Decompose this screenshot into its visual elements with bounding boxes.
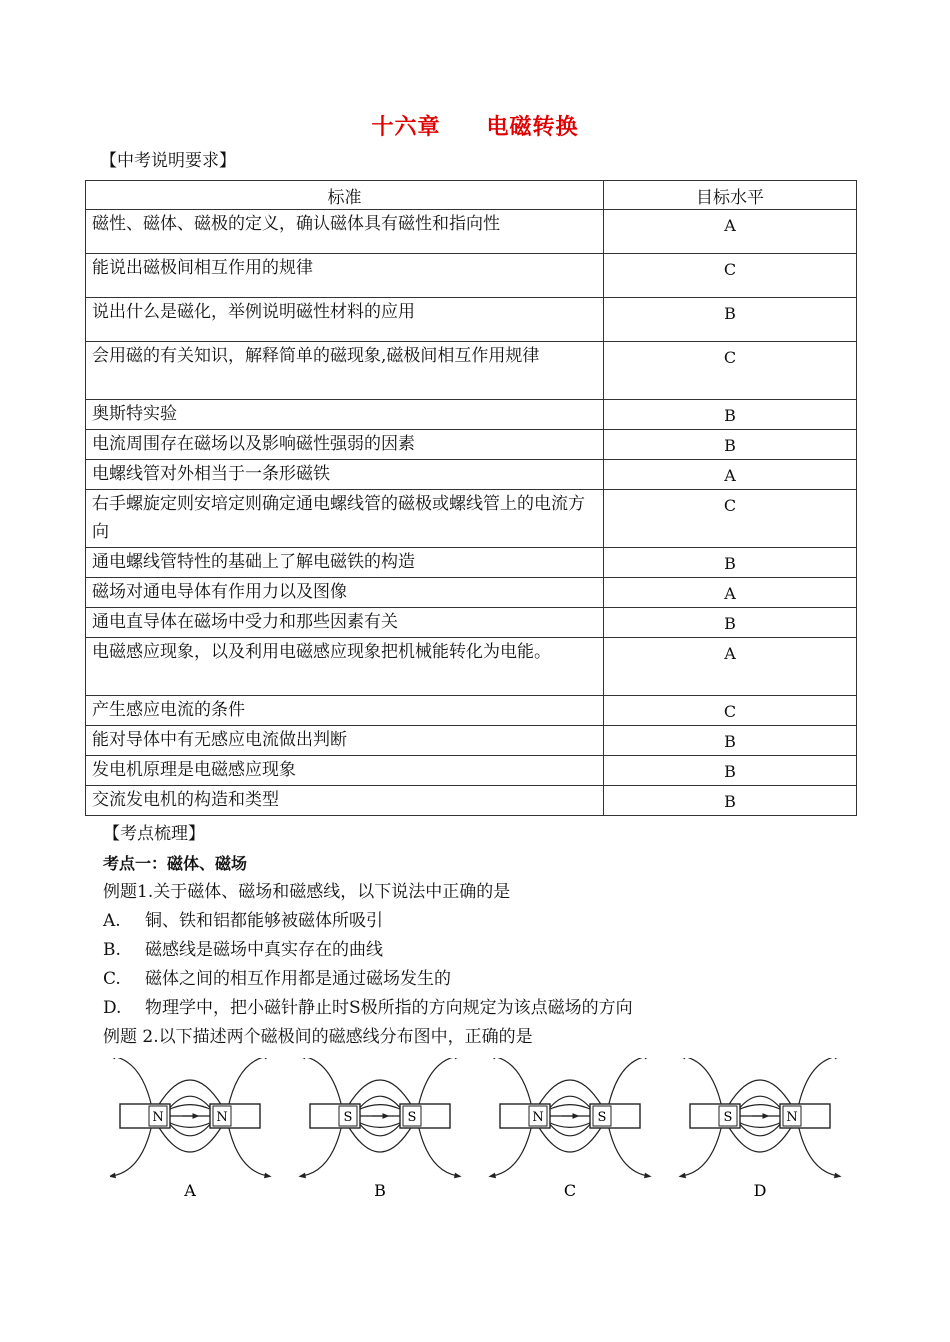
- outer-field-line: [682, 1058, 722, 1108]
- arc-line: [348, 1126, 412, 1152]
- table-row: [86, 786, 857, 816]
- standard-cell: 会用磁的有关知识，解释简单的磁现象,磁极间相互作用规律: [86, 342, 604, 400]
- level-cell: B: [604, 430, 857, 460]
- outer-field-line: [302, 1058, 342, 1108]
- option-a: [103, 907, 633, 936]
- pole-right-label: S: [597, 1110, 607, 1125]
- table-row: [86, 548, 857, 578]
- chapter-topic: 电磁转换: [486, 115, 579, 140]
- field-line: [168, 1105, 212, 1110]
- standard-cell: 电螺线管对外相当于一条形磁铁: [86, 460, 604, 490]
- option-key: B.: [103, 940, 121, 960]
- outer-field-line: [798, 1124, 838, 1176]
- pole-right-label: N: [786, 1110, 798, 1125]
- table-row: [86, 608, 857, 638]
- column-header-level: 目标水平: [604, 181, 857, 210]
- figure-c: [492, 1058, 648, 1200]
- arc-line: [728, 1126, 792, 1152]
- figure-a: [112, 1058, 268, 1200]
- arc-line: [348, 1080, 412, 1106]
- standard-cell: 通电螺线管特性的基础上了解电磁铁的构造: [86, 548, 604, 578]
- field-line: [548, 1096, 592, 1110]
- example1-stem: 例题1.关于磁体、磁场和磁感线，以下说法中正确的是: [103, 882, 511, 902]
- option-text: 磁体之间的相互作用都是通过磁场发生的: [145, 969, 451, 989]
- option-text: 物理学中，把小磁针静止时S极所指的方向规定为该点磁场的方向: [145, 998, 633, 1018]
- standard-cell: 电磁感应现象，以及利用电磁感应现象把机械能转化为电能。: [86, 638, 604, 696]
- option-c: [103, 965, 633, 994]
- level-cell: B: [604, 756, 857, 786]
- standard-cell: 电流周围存在磁场以及影响磁性强弱的因素: [86, 430, 604, 460]
- outer-field-line: [418, 1124, 458, 1176]
- arc-line: [158, 1126, 222, 1152]
- arc-line: [158, 1080, 222, 1106]
- field-line: [548, 1122, 592, 1127]
- figure-label: D: [753, 1181, 767, 1200]
- table-row: [86, 254, 857, 298]
- magnetic-field-diagrams: [110, 1058, 870, 1203]
- pole-left-label: S: [343, 1110, 353, 1125]
- outer-field-line: [492, 1124, 532, 1176]
- level-cell: B: [604, 548, 857, 578]
- table-row: [86, 342, 857, 400]
- table-header-row: [86, 181, 857, 210]
- table-row: [86, 638, 857, 696]
- outer-field-line: [492, 1058, 532, 1108]
- figure-label: C: [563, 1181, 577, 1200]
- standard-cell: 说出什么是磁化，举例说明磁性材料的应用: [86, 298, 604, 342]
- table-row: [86, 460, 857, 490]
- pole-left-label: S: [723, 1110, 733, 1125]
- level-cell: A: [604, 578, 857, 608]
- field-line: [738, 1122, 782, 1136]
- pole-left-label: N: [152, 1110, 164, 1125]
- level-cell: A: [604, 638, 857, 696]
- standard-cell: 交流发电机的构造和类型: [86, 786, 604, 816]
- level-cell: A: [604, 210, 857, 254]
- table-row: [86, 298, 857, 342]
- level-cell: C: [604, 490, 857, 548]
- outer-field-line: [608, 1124, 648, 1176]
- level-cell: C: [604, 342, 857, 400]
- arc-line: [538, 1126, 602, 1152]
- figure-d: [682, 1058, 838, 1200]
- pole-right-label: S: [407, 1110, 417, 1125]
- standard-cell: 能说出磁极间相互作用的规律: [86, 254, 604, 298]
- standard-cell: 产生感应电流的条件: [86, 696, 604, 726]
- table-row: [86, 726, 857, 756]
- field-line: [548, 1122, 592, 1136]
- outer-field-line: [228, 1058, 268, 1108]
- table-row: [86, 210, 857, 254]
- field-line: [358, 1096, 402, 1110]
- field-line: [168, 1122, 212, 1136]
- level-cell: B: [604, 298, 857, 342]
- table-row: [86, 696, 857, 726]
- figure-b: [302, 1058, 458, 1200]
- question-block: [103, 824, 633, 1052]
- column-header-standard: 标准: [86, 181, 604, 210]
- option-b: [103, 936, 633, 965]
- field-line: [738, 1105, 782, 1110]
- field-line: [738, 1122, 782, 1127]
- outer-field-line: [228, 1124, 268, 1176]
- outer-field-line: [302, 1124, 342, 1176]
- level-cell: B: [604, 726, 857, 756]
- option-text: 磁感线是磁场中真实存在的曲线: [145, 940, 383, 960]
- field-line: [548, 1105, 592, 1110]
- field-line: [168, 1096, 212, 1110]
- option-key: A.: [103, 911, 121, 931]
- requirements-table: [85, 180, 857, 816]
- standard-cell: 磁场对通电导体有作用力以及图像: [86, 578, 604, 608]
- standard-cell: 磁性、磁体、磁极的定义，确认磁体具有磁性和指向性: [86, 210, 604, 254]
- field-line: [358, 1122, 402, 1127]
- outer-field-line: [608, 1058, 648, 1108]
- level-cell: B: [604, 608, 857, 638]
- outer-field-line: [112, 1058, 152, 1108]
- field-line: [738, 1096, 782, 1110]
- chapter-number: 十六章: [371, 115, 441, 140]
- level-cell: B: [604, 786, 857, 816]
- arc-line: [538, 1080, 602, 1106]
- requirements-heading: 【中考说明要求】: [100, 151, 236, 171]
- table-row: [86, 400, 857, 430]
- outer-field-line: [682, 1124, 722, 1176]
- review-heading: 【考点梳理】: [103, 824, 205, 844]
- field-line: [358, 1105, 402, 1110]
- standard-cell: 通电直导体在磁场中受力和那些因素有关: [86, 608, 604, 638]
- figure-label: B: [374, 1181, 386, 1200]
- level-cell: B: [604, 400, 857, 430]
- option-text: 铜、铁和铝都能够被磁体所吸引: [145, 911, 383, 931]
- standard-cell: 发电机原理是电磁感应现象: [86, 756, 604, 786]
- standard-cell: 奥斯特实验: [86, 400, 604, 430]
- table-row: [86, 490, 857, 548]
- outer-field-line: [798, 1058, 838, 1108]
- arc-line: [728, 1080, 792, 1106]
- standard-cell: 能对导体中有无感应电流做出判断: [86, 726, 604, 756]
- level-cell: C: [604, 696, 857, 726]
- point1-heading: 考点一：磁体、磁场: [103, 854, 248, 873]
- level-cell: A: [604, 460, 857, 490]
- pole-right-label: N: [216, 1110, 228, 1125]
- figure-label: A: [184, 1181, 196, 1200]
- standard-cell: 右手螺旋定则安培定则确定通电螺线管的磁极或螺线管上的电流方向: [86, 490, 604, 548]
- table-row: [86, 578, 857, 608]
- table-row: [86, 430, 857, 460]
- option-d: [103, 994, 633, 1023]
- chapter-title: [0, 110, 950, 141]
- field-line: [358, 1122, 402, 1136]
- table-row: [86, 756, 857, 786]
- level-cell: C: [604, 254, 857, 298]
- outer-field-line: [112, 1124, 152, 1176]
- option-key: C.: [103, 969, 121, 989]
- example2-stem: 例题 2.以下描述两个磁极间的磁感线分布图中，正确的是: [103, 1027, 533, 1047]
- option-key: D.: [103, 998, 122, 1018]
- outer-field-line: [418, 1058, 458, 1108]
- field-line: [168, 1122, 212, 1127]
- pole-left-label: N: [532, 1110, 544, 1125]
